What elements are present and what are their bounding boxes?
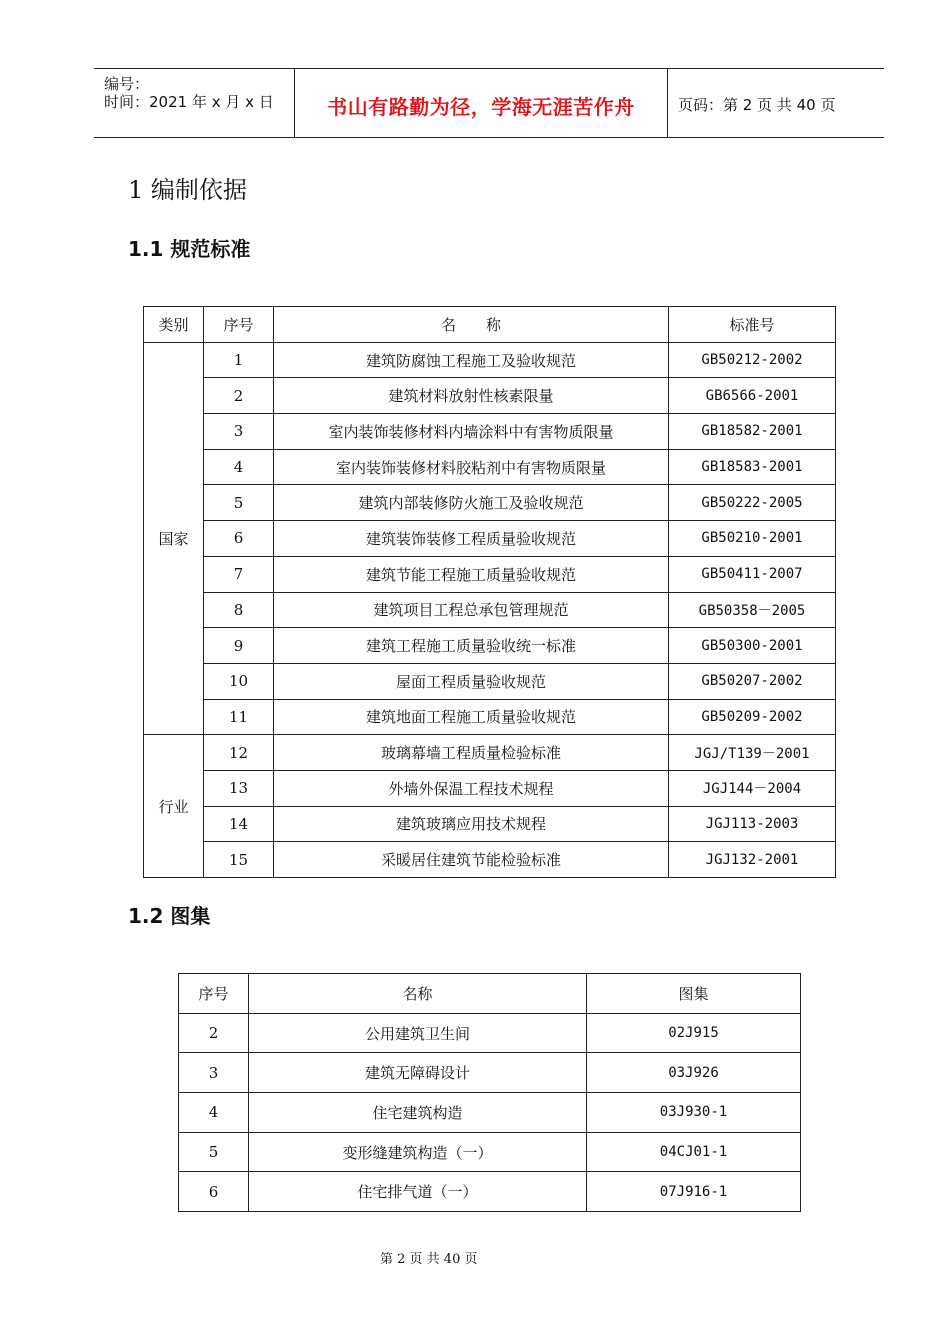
page-number-label: 页码：第 2 页 共 40 页 xyxy=(678,96,836,114)
code-cell: GB50222-2005 xyxy=(669,485,836,521)
time-label: 时间：2021 年 x 月 x 日 xyxy=(104,93,274,111)
name-cell: 外墙外保温工程技术规程 xyxy=(274,770,669,806)
number-cell: 4 xyxy=(179,1093,249,1133)
number-cell: 2 xyxy=(179,1013,249,1053)
number-cell: 4 xyxy=(204,449,274,485)
number-cell: 2 xyxy=(204,378,274,414)
col-header-category: 类别 xyxy=(144,307,204,343)
name-cell: 建筑玻璃应用技术规程 xyxy=(274,806,669,842)
name-cell: 玻璃幕墙工程质量检验标准 xyxy=(274,735,669,771)
code-cell: 03J930-1 xyxy=(587,1093,801,1133)
number-cell: 1 xyxy=(204,342,274,378)
col-header-atlas: 图集 xyxy=(587,974,801,1014)
table-row xyxy=(144,521,836,557)
atlas-table-body xyxy=(179,1013,801,1211)
table-row xyxy=(144,485,836,521)
col-header-name: 名 称 xyxy=(274,307,669,343)
number-cell: 11 xyxy=(204,699,274,735)
number-cell: 7 xyxy=(204,556,274,592)
code-cell: JGJ132-2001 xyxy=(669,842,836,878)
number-cell: 3 xyxy=(204,414,274,450)
name-cell: 住宅排气道（一） xyxy=(249,1172,587,1212)
code-cell: GB18582-2001 xyxy=(669,414,836,450)
name-cell: 公用建筑卫生间 xyxy=(249,1013,587,1053)
name-cell: 建筑项目工程总承包管理规范 xyxy=(274,592,669,628)
number-cell: 12 xyxy=(204,735,274,771)
number-cell: 6 xyxy=(204,521,274,557)
number-cell: 3 xyxy=(179,1053,249,1093)
code-label: 编号： xyxy=(104,75,150,93)
section-title-standards: 1.1 规范标准 xyxy=(128,237,251,261)
name-cell: 建筑防腐蚀工程施工及验收规范 xyxy=(274,342,669,378)
code-cell: GB50210-2001 xyxy=(669,521,836,557)
page-header xyxy=(94,68,884,138)
table-row xyxy=(144,556,836,592)
standards-table-body xyxy=(144,342,836,877)
table-row xyxy=(144,378,836,414)
code-cell: JGJ144－2004 xyxy=(669,770,836,806)
standards-table xyxy=(143,306,836,878)
table-row xyxy=(144,770,836,806)
code-cell: JGJ/T139－2001 xyxy=(669,735,836,771)
table-row xyxy=(144,592,836,628)
table-row xyxy=(179,1172,801,1212)
col-header-code: 标准号 xyxy=(669,307,836,343)
code-cell: 04CJ01-1 xyxy=(587,1132,801,1172)
category-cell: 国家 xyxy=(144,342,204,735)
table-row xyxy=(179,1013,801,1053)
table-header-row xyxy=(144,307,836,343)
table-row xyxy=(179,1093,801,1133)
table-row xyxy=(144,342,836,378)
col-header-name: 名称 xyxy=(249,974,587,1014)
table-row xyxy=(144,449,836,485)
section-title-basis: 1 编制依据 xyxy=(128,176,247,204)
table-row xyxy=(144,699,836,735)
table-row xyxy=(144,628,836,664)
code-cell: 03J926 xyxy=(587,1053,801,1093)
code-cell: GB50358－2005 xyxy=(669,592,836,628)
code-cell: GB50300-2001 xyxy=(669,628,836,664)
col-header-number: 序号 xyxy=(179,974,249,1014)
table-row xyxy=(144,806,836,842)
code-cell: GB18583-2001 xyxy=(669,449,836,485)
category-cell: 行业 xyxy=(144,735,204,878)
code-cell: JGJ113-2003 xyxy=(669,806,836,842)
number-cell: 6 xyxy=(179,1172,249,1212)
table-row xyxy=(179,1053,801,1093)
name-cell: 建筑内部装修防火施工及验收规范 xyxy=(274,485,669,521)
table-row xyxy=(144,414,836,450)
motto-text: 书山有路勤为径，学海无涯苦作舟 xyxy=(327,95,635,119)
number-cell: 10 xyxy=(204,663,274,699)
col-header-number: 序号 xyxy=(204,307,274,343)
code-cell: GB50209-2002 xyxy=(669,699,836,735)
code-cell: GB50212-2002 xyxy=(669,342,836,378)
number-cell: 5 xyxy=(204,485,274,521)
name-cell: 建筑工程施工质量验收统一标准 xyxy=(274,628,669,664)
number-cell: 9 xyxy=(204,628,274,664)
name-cell: 建筑节能工程施工质量验收规范 xyxy=(274,556,669,592)
name-cell: 室内装饰装修材料胶粘剂中有害物质限量 xyxy=(274,449,669,485)
table-row xyxy=(144,663,836,699)
code-cell: GB50411-2007 xyxy=(669,556,836,592)
code-cell: 07J916-1 xyxy=(587,1172,801,1212)
table-row xyxy=(179,1132,801,1172)
section-title-atlas: 1.2 图集 xyxy=(128,904,211,928)
number-cell: 8 xyxy=(204,592,274,628)
table-row xyxy=(144,735,836,771)
number-cell: 5 xyxy=(179,1132,249,1172)
name-cell: 屋面工程质量验收规范 xyxy=(274,663,669,699)
atlas-table xyxy=(178,973,801,1212)
code-cell: 02J915 xyxy=(587,1013,801,1053)
name-cell: 变形缝建筑构造（一） xyxy=(249,1132,587,1172)
name-cell: 室内装饰装修材料内墙涂料中有害物质限量 xyxy=(274,414,669,450)
name-cell: 住宅建筑构造 xyxy=(249,1093,587,1133)
header-motto-cell xyxy=(295,69,668,137)
code-cell: GB6566-2001 xyxy=(669,378,836,414)
name-cell: 建筑地面工程施工质量验收规范 xyxy=(274,699,669,735)
header-page-cell xyxy=(668,69,884,137)
header-meta-cell xyxy=(94,69,295,137)
table-header-row xyxy=(179,974,801,1014)
name-cell: 建筑无障碍设计 xyxy=(249,1053,587,1093)
number-cell: 14 xyxy=(204,806,274,842)
table-row xyxy=(144,842,836,878)
number-cell: 13 xyxy=(204,770,274,806)
code-cell: GB50207-2002 xyxy=(669,663,836,699)
number-cell: 15 xyxy=(204,842,274,878)
name-cell: 采暖居住建筑节能检验标准 xyxy=(274,842,669,878)
name-cell: 建筑装饰装修工程质量验收规范 xyxy=(274,521,669,557)
name-cell: 建筑材料放射性核素限量 xyxy=(274,378,669,414)
page-footer: 第 2 页 共 40 页 xyxy=(380,1252,478,1267)
